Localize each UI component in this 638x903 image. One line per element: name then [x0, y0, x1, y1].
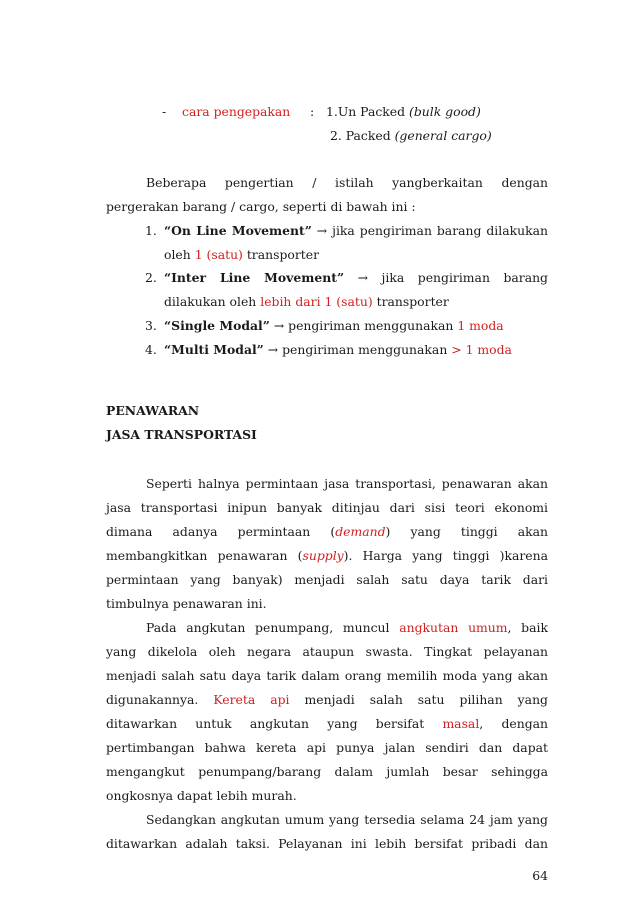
masal-term: masal	[442, 716, 480, 731]
packing-option-2-em: (general cargo)	[394, 128, 492, 143]
para2-line-4-a: digunakannya.	[106, 692, 214, 707]
para2-line-3: menjadi salah satu daya tarik dalam orang memilih moda yang akan	[106, 668, 548, 683]
packing-option-1-text: 1.Un Packed	[326, 104, 410, 119]
kereta-api-term: Kereta api	[213, 692, 290, 707]
list-number-3: 3.	[145, 318, 157, 333]
colon: :	[310, 104, 315, 119]
list-item-4	[164, 342, 512, 357]
list-item-1-cont-post: transporter	[242, 247, 320, 262]
para1-line-4-b: ). Harga yang tinggi )karena	[343, 548, 548, 563]
list-item-3	[164, 318, 504, 333]
para2-line-6: pertimbangan bahwa kereta api punya jalan sendiri dan dapat	[106, 740, 548, 755]
para2-line-5	[106, 716, 548, 731]
bullet-dash: -	[162, 104, 167, 119]
para2-line-7: mengangkut penumpang/barang dalam jumlah besar sehingga	[106, 764, 548, 779]
para1-line-6: timbulnya penawaran ini.	[106, 596, 267, 611]
para2-line-2: yang dikelola oleh negara ataupun swasta. Tingkat pelayanan	[106, 644, 548, 659]
cara-pengepakan-label: cara pengepakan	[182, 104, 291, 119]
section-heading-line-2: JASA TRANSPORTASI	[106, 427, 257, 442]
para1-line-2: jasa transportasi inipun banyak ditinjau dari sisi teori ekonomi	[106, 500, 548, 515]
list-number-1: 1.	[145, 223, 157, 238]
list-item-3-term: “Single Modal”	[164, 318, 270, 333]
para2-line-8: ongkosnya dapat lebih murah.	[106, 788, 297, 803]
list-item-1-term: “On Line Movement”	[164, 223, 312, 238]
list-item-1-desc: → jika pengiriman barang dilakukan	[311, 223, 548, 238]
list-item-2-cont-post: transporter	[372, 294, 449, 309]
para1-line-3	[106, 524, 548, 539]
list-item-1-line-1	[164, 223, 548, 238]
para1-line-3-a: dimana adanya permintaan (	[106, 524, 336, 539]
packing-option-1-em: (bulk good)	[409, 104, 481, 119]
para2-line-1	[146, 620, 548, 635]
para2-line-4-b: menjadi salah satu pilihan yang	[289, 692, 548, 707]
para1-line-4-a: membangkitkan penawaran (	[106, 548, 303, 563]
para2-line-5-a: ditawarkan untuk angkutan yang bersifat	[106, 716, 443, 731]
demand-term: demand	[335, 524, 386, 539]
list-item-2-term: “Inter Line Movement”	[164, 270, 345, 285]
list-item-2-line-2	[164, 294, 548, 309]
list-item-4-highlight: > 1 moda	[451, 342, 512, 357]
section-heading-line-1: PENAWARAN	[106, 403, 200, 418]
angkutan-umum-term: angkutan umum	[399, 620, 508, 635]
para2-line-1-a: Pada angkutan penumpang, muncul	[146, 620, 400, 635]
intro-line-1: Beberapa pengertian / istilah yangberkaitan dengan	[146, 175, 548, 190]
para3-line-2: ditawarkan adalah taksi. Pelayanan ini lebih bersifat pribadi dan	[106, 836, 548, 851]
list-item-3-desc: → pengiriman menggunakan	[269, 318, 458, 333]
list-item-2-highlight: lebih dari 1 (satu)	[260, 294, 373, 309]
list-item-1-cont-pre: oleh	[164, 247, 195, 262]
para1-line-3-b: ) yang tinggi akan	[385, 524, 548, 539]
para3-line-1: Sedangkan angkutan umum yang tersedia selama 24 jam yang	[146, 812, 548, 827]
list-item-4-desc: → pengiriman menggunakan	[263, 342, 452, 357]
supply-term: supply	[302, 548, 344, 563]
packing-option-2	[330, 128, 492, 143]
para2-line-5-b: , dengan	[479, 716, 548, 731]
para1-line-1: Seperti halnya permintaan jasa transportasi, penawaran akan	[146, 476, 548, 491]
para1-line-5: permintaan yang banyak) menjadi salah satu daya tarik dari	[106, 572, 548, 587]
list-item-1-highlight: 1 (satu)	[194, 247, 243, 262]
list-item-2-cont-pre: dilakukan oleh	[164, 294, 261, 309]
list-number-2: 2.	[145, 270, 157, 285]
para2-line-4	[106, 692, 548, 707]
intro-line-2: pergerakan barang / cargo, seperti di bawah ini :	[106, 199, 416, 214]
list-item-1-line-2	[164, 247, 548, 262]
list-item-3-highlight: 1 moda	[457, 318, 504, 333]
para2-line-1-b: , baik	[507, 620, 548, 635]
packing-option-1	[326, 104, 481, 119]
list-item-2-desc: → jika pengiriman barang	[344, 270, 548, 285]
packing-option-2-text: 2. Packed	[330, 128, 395, 143]
para1-line-4	[106, 548, 548, 563]
page-number: 64	[532, 868, 548, 883]
list-item-2-line-1	[164, 270, 548, 285]
list-number-4: 4.	[145, 342, 157, 357]
list-item-4-term: “Multi Modal”	[164, 342, 264, 357]
